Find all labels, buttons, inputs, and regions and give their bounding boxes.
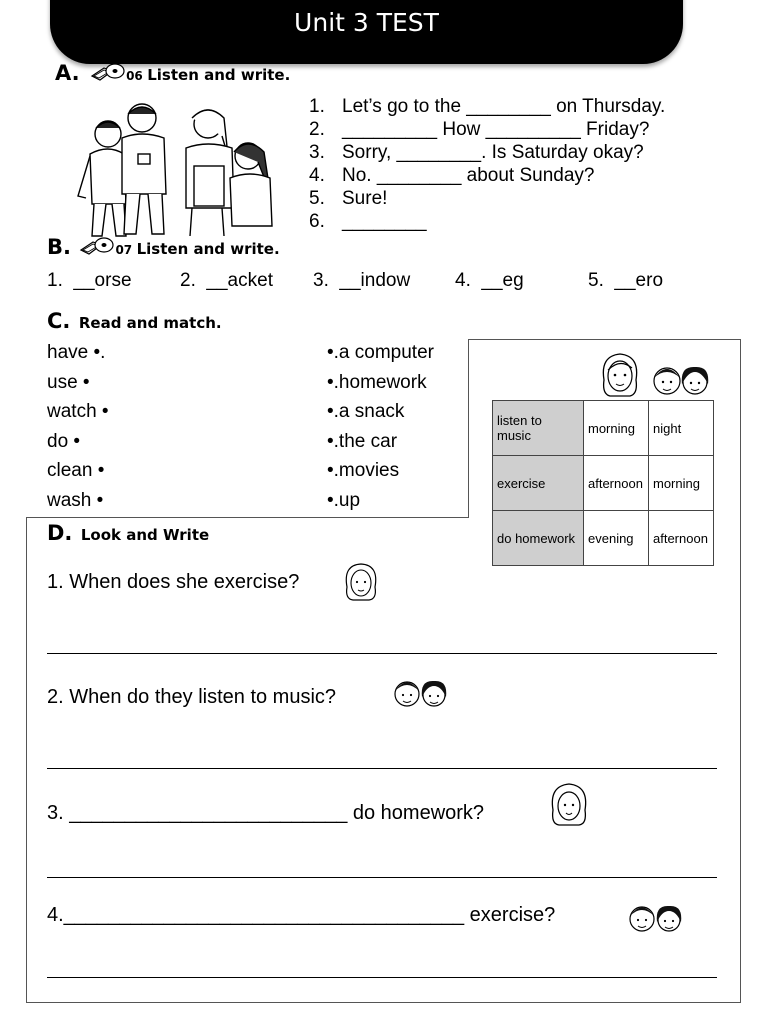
question-item [309,165,665,188]
answer-line[interactable] [47,768,717,769]
their-time-cell: afternoon [649,511,714,566]
match-right-item: •.a snack [327,401,405,423]
section-a-title: Listen and write. [147,66,291,84]
question-text: Sure! [342,188,388,209]
section-d-title: Look and Write [80,526,210,544]
section-d-question: 1. When does she exercise? [47,571,300,593]
kids-faces-icon [391,676,451,715]
section-d-letter: D. [47,521,73,545]
question-text: ________ [342,211,427,232]
question-number: 6. [309,211,325,232]
match-right-item: •.up [327,489,361,511]
kids-faces-icon [626,900,686,941]
match-left-item: use • [47,371,90,393]
item-text: __indow [339,270,411,291]
section-d-heading [47,521,209,545]
question-text: _________ How _________ Friday? [342,119,650,140]
section-b-track: 07 [115,243,133,257]
match-right-item: •.the car [327,430,398,452]
section-a-questions [309,96,665,234]
section-a-track: 06 [126,69,143,83]
item-text: __orse [73,270,132,291]
their-time-cell: morning [649,456,714,511]
section-b-item [313,270,410,292]
question-text: Sorry, ________. Is Saturday okay? [342,142,644,163]
match-right-column [327,342,434,520]
question-item [309,96,665,119]
section-b-item [47,270,132,292]
question-number: 5. [309,188,325,209]
her-time-cell: morning [584,401,649,456]
section-c-title: Read and match. [78,314,222,332]
section-a-letter: A. [55,61,80,85]
table-row [493,456,714,511]
section-b-item [455,270,524,292]
question-item [309,211,665,234]
frame-inner-left-border [468,339,469,517]
title-banner [50,0,683,64]
answer-line[interactable] [47,877,717,878]
frame-mid-border [26,517,469,518]
answer-line[interactable] [47,653,717,654]
her-time-cell: evening [584,511,649,566]
match-left-item: watch • [47,401,109,423]
item-text: __eg [481,270,524,291]
activity-cell: exercise [493,456,584,511]
schedule-table [492,400,714,566]
match-left-item: do • [47,430,81,452]
frame-top-border [468,339,740,340]
her-time-cell: afternoon [584,456,649,511]
section-d-question: 4.____________________________________ exercise? [47,904,556,926]
section-c-letter: C. [47,309,71,333]
activity-cell: do homework [493,511,584,566]
section-c-heading [47,309,222,333]
kids-faces-icon [650,362,714,403]
girl-face-icon [547,780,591,833]
question-number: 1. [309,96,325,117]
question-item [309,188,665,211]
section-b-title: Listen and write. [136,240,280,258]
section-a-heading [55,61,290,87]
item-number: 3. [313,270,329,291]
item-number: 1. [47,270,63,291]
match-right-item: •.homework [327,371,427,393]
section-b-item [180,270,273,292]
match-left-item: have •. [47,342,106,363]
table-row [493,511,714,566]
cd-icon [90,62,126,87]
section-b-heading [47,235,280,261]
question-item [309,119,665,142]
section-d-question: 3. _________________________ do homework? [47,802,485,824]
item-number: 4. [455,270,471,291]
kids-illustration [72,96,282,238]
question-text: No. ________ about Sunday? [342,165,595,186]
item-text: __acket [206,270,273,291]
match-left-item: wash • [47,489,104,511]
activity-cell: listen to music [493,401,584,456]
answer-line[interactable] [47,977,717,978]
schedule-table-wrap [492,400,714,566]
section-b-item [588,270,663,292]
match-right-item: •.movies [327,460,400,482]
section-b-letter: B. [47,235,71,259]
match-left-column [47,342,109,520]
item-number: 5. [588,270,604,291]
frame-left-border [26,517,27,1002]
section-d-question: 2. When do they listen to music? [47,686,337,708]
item-number: 2. [180,270,196,291]
table-row [493,401,714,456]
girl-face-icon [598,350,642,405]
match-right-item: •.a computer [327,342,434,363]
question-number: 4. [309,165,325,186]
question-item [309,142,665,165]
their-time-cell: night [649,401,714,456]
cd-icon [79,236,115,261]
frame-bottom-border [26,1002,741,1003]
question-text: Let’s go to the ________ on Thursday. [342,96,666,117]
question-number: 2. [309,119,325,140]
match-left-item: clean • [47,460,105,482]
page-title: Unit 3 TEST [294,8,439,37]
item-text: __ero [614,270,664,291]
girl-face-icon [341,561,381,608]
frame-right-border [740,339,741,1002]
question-number: 3. [309,142,325,163]
